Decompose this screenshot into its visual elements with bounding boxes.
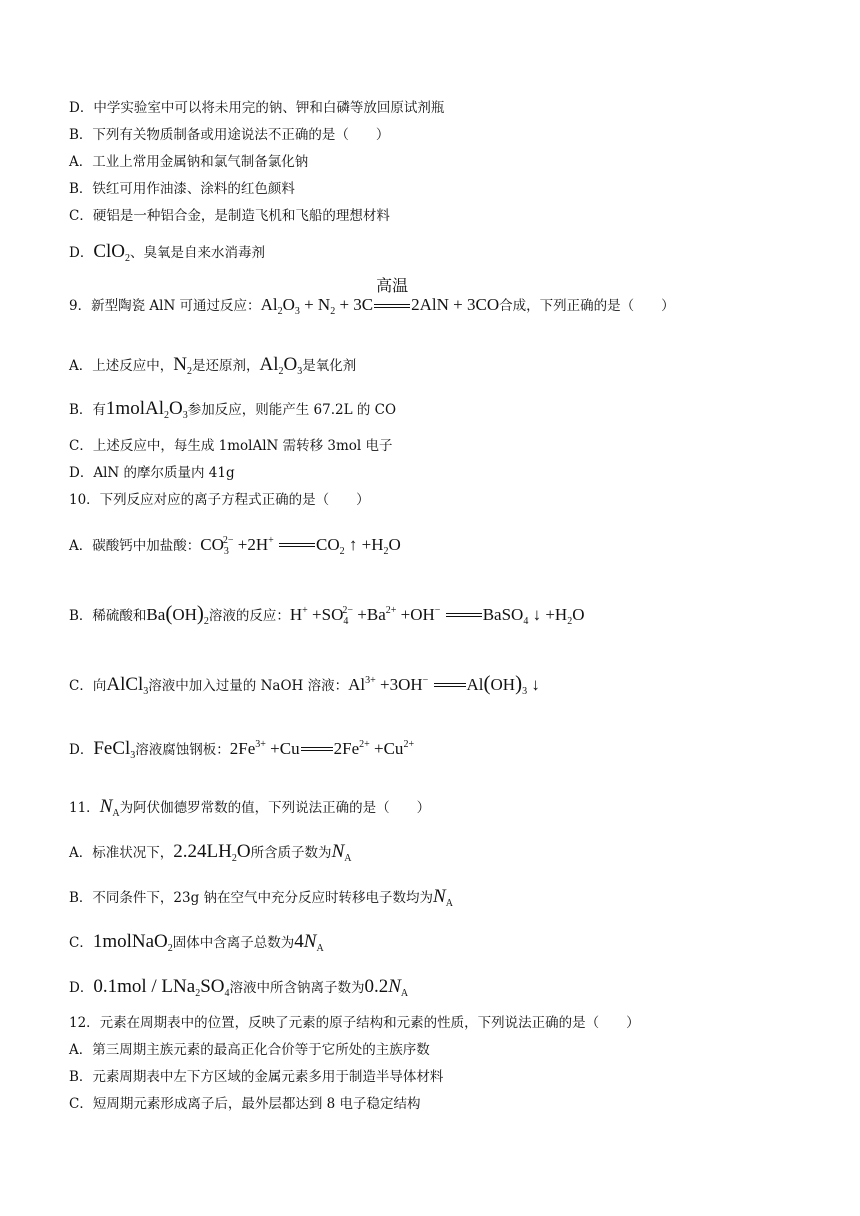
q9a-suffix: 是氧化剂 [302, 358, 357, 374]
q11-option-d [69, 978, 408, 997]
q9-suffix: 合成，下列正确的是（ ） [499, 298, 675, 314]
q11a-mid: 所含质子数为 [250, 845, 332, 861]
formula-224l-h2o: $2.24LH_2O$ [173, 841, 251, 864]
q9-products: 2AlN + 3CO [411, 295, 500, 314]
value-4na: $4N_A$ [294, 931, 324, 954]
q9a-prefix: A．上述反应中， [69, 358, 174, 374]
line-6-suffix: 、臭氧是自来水消毒剂 [130, 245, 266, 261]
q10-option-b [69, 601, 585, 627]
q11b-text: B．不同条件下，23g 钠在空气中充分反应时转移电子数均为 [69, 890, 434, 906]
formula-na2so4-solution: $0.1mol / LNa_2SO_4$ [93, 976, 230, 999]
q10-option-a [69, 536, 401, 555]
q10d-prefix: D． [69, 742, 94, 758]
formula-fecl3: FeCl$_3$ [93, 738, 136, 761]
formula-baoh2: $Ba(OH)_2$ [146, 601, 209, 627]
q11c-mid: 固体中含离子总数为 [172, 935, 295, 951]
line-1: D．中学实验室中可以将未用完的钠、钾和白磷等放回原试剂瓶 [69, 100, 445, 116]
q10b-mid: 溶液的反应： [208, 608, 290, 624]
q9-condition: 高温 [376, 276, 409, 295]
question-11 [69, 798, 430, 817]
q11-number: 11． [69, 800, 100, 816]
q10d-equation: $2Fe^{3+} +Cu$ $2Fe^{2+} +Cu^{2+}$ [229, 739, 415, 758]
line-6-prefix: D． [69, 245, 94, 261]
symbol-na: $N_A$ [331, 841, 352, 864]
formula-1mol-al2o3: $1molAl_2O_3$ [105, 398, 188, 421]
line-2: B．下列有关物质制备或用途说法不正确的是（ ） [69, 127, 390, 143]
value-02na: $0.2N_A$ [364, 976, 409, 999]
line-3: A．工业上常用金属钠和氯气制备氯化钠 [69, 154, 309, 170]
q11a-prefix: A．标准状况下， [69, 845, 174, 861]
q10c-prefix: C．向 [69, 678, 107, 694]
q10-option-d [69, 740, 414, 759]
q10b-prefix: B．稀硫酸和 [69, 608, 147, 624]
line-5: C．硬铝是一种铝合金，是制造飞机和飞船的理想材料 [69, 208, 390, 224]
formula-al2o3: $Al_2O_3$ [259, 354, 303, 377]
formula-alcl3: AlCl$_3$ [106, 674, 149, 697]
q11-option-a [69, 843, 351, 862]
q9-option-c: C．上述反应中，每生成 1molAlN 需转移 3mol 电子 [69, 438, 393, 454]
q11-option-b [69, 888, 453, 907]
formula-clo2: ClO$_2$ [93, 241, 131, 264]
q9-reactants: $Al_2O_3 + N_2 + 3C$ [260, 295, 374, 317]
line-4: B．铁红可用作油漆、涂料的红色颜料 [69, 181, 295, 197]
question-12: 12．元素在周期表中的位置，反映了元素的原子结构和元素的性质，下列说法正确的是（ ） [69, 1015, 640, 1031]
q9-option-a [69, 356, 356, 375]
q9b-suffix: 参加反应，则能产生 67.2L 的 CO [187, 402, 397, 418]
q11d-prefix: D． [69, 980, 94, 996]
q10a-equation: $CO_3^{2-} +2H^+$ $CO_2$ ↑ $+H_2O$ [200, 535, 401, 557]
q10a-prefix: A．碳酸钙中加盐酸： [69, 538, 201, 554]
symbol-na: $N_A$ [99, 796, 120, 819]
q12-option-a: A．第三周期主族元素的最高正化合价等于它所处的主族序数 [69, 1042, 430, 1058]
q11-suffix: 为阿伏伽德罗常数的值，下列说法正确的是（ ） [119, 800, 431, 816]
q11c-prefix: C． [69, 935, 93, 951]
q10b-equation: $H^+ +SO_4^{2-} +Ba^{2+} +OH^-$ BaSO$_4$ ↓ $+H_2O$ [289, 605, 585, 627]
q9-option-d: D．AlN 的摩尔质量内 41g [69, 465, 235, 481]
q9b-prefix: B．有 [69, 402, 106, 418]
q10c-mid: 溶液中加入过量的 NaOH 溶液： [148, 678, 349, 694]
formula-1mol-na2o2: 1molNaO$_2$ [92, 931, 173, 954]
question-9 [69, 276, 675, 317]
line-6 [69, 243, 265, 262]
q10d-mid: 溶液腐蚀钢板： [135, 742, 230, 758]
q9-option-b [69, 400, 396, 419]
q11-option-c [69, 933, 324, 952]
q11d-mid: 溶液中所含钠离子数为 [229, 980, 365, 996]
question-10: 10．下列反应对应的离子方程式正确的是（ ） [69, 492, 370, 508]
q9-condition-arrow [373, 276, 411, 315]
q9-prefix: 9．新型陶瓷 AlN 可通过反应： [69, 298, 261, 314]
q10-option-c [69, 671, 540, 697]
q10c-equation: $Al^{3+} +3OH^-$ $Al(OH)_3$ ↓ [348, 671, 540, 697]
q9a-mid: 是还原剂， [191, 358, 260, 374]
formula-n2: $N_2$ [173, 354, 192, 377]
symbol-na: $N_A$ [433, 886, 453, 909]
q12-option-c: C．短周期元素形成离子后，最外层都达到 8 电子稳定结构 [69, 1096, 421, 1112]
q12-option-b: B．元素周期表中左下方区域的金属元素多用于制造半导体材料 [69, 1069, 444, 1085]
